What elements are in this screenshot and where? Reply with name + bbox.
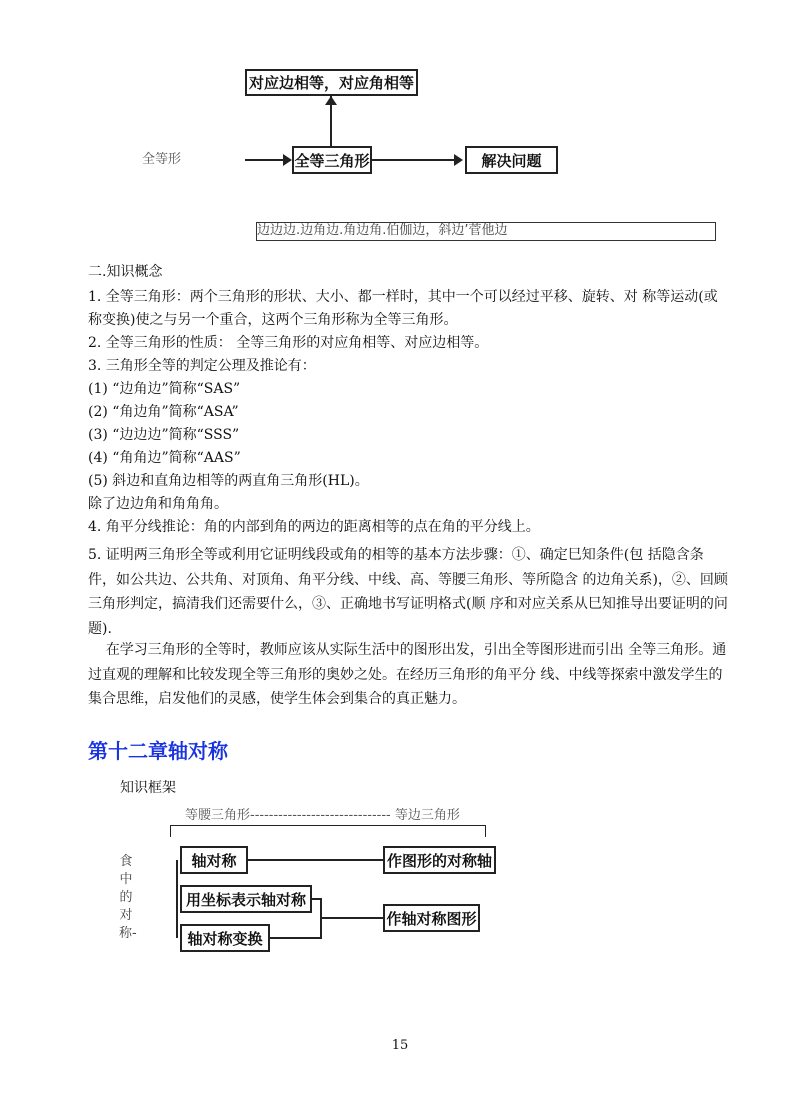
congruent-triangle-box: 全等三角形: [292, 146, 372, 174]
corresponding-equal-box: 对应边相等，对应角相等: [245, 69, 418, 96]
concept-item: 4. 角平分线推论：角的内部到角的两边的距离相等的点在角的平分线上。: [88, 519, 540, 535]
criteria-text: 边边边.边角边.角边角.伯伽边，斜边’菅他边: [257, 223, 508, 238]
symmetry-transform-box: 轴对称变换: [180, 924, 270, 952]
right-arrow-line: [372, 159, 456, 161]
framework-label: 知识框架: [120, 780, 176, 796]
criterion-item: (2) “角边角”简称“ASA”: [88, 404, 239, 420]
criterion-item: (1) “边角边”简称“SAS”: [88, 381, 241, 397]
connector-line: [320, 917, 383, 919]
connector-line: [248, 859, 383, 861]
arrow-right-icon: [283, 154, 292, 166]
arrow-up-icon: [325, 96, 337, 105]
draw-axis-box: 作图形的对称轴: [383, 846, 496, 874]
coordinate-symmetry-box: 用坐标表示轴对称: [180, 885, 312, 913]
connector-line: [176, 860, 178, 938]
top-bracket-left: [170, 825, 171, 837]
congruent-figure-label: 全等形: [142, 152, 182, 167]
connector-line: [270, 937, 322, 939]
isosceles-equilateral-label: 等腰三角形------------------------------ 等边三角形: [185, 808, 460, 823]
chapter-title: 第十二章轴对称: [88, 739, 228, 763]
criterion-item: (4) “角角边”简称“AAS”: [88, 450, 241, 466]
concept-item: 5. 证明两三角形全等或利用它证明线段或角的相等的基本方法步骤：①、确定巳知条件(包 括隐含条件，如公共边、公共角、对顶角、角平分线、中线、高、等腰三角形、等所隐含 的边角关系)，②、回顾三角形判定，搞清我们还需要什么，③、正确地书写证明格式(顺 序和对应关系从巳知推导出要证明的问题).: [88, 547, 728, 637]
concept-item: 3. 三角形全等的判定公理及推论有：: [88, 358, 316, 374]
exclusion-note: 除了边边角和角角角。: [88, 496, 228, 512]
solve-problem-box: 解决问题: [465, 146, 558, 174]
page-number: 15: [391, 1038, 409, 1053]
left-arrow-line: [245, 159, 285, 161]
draw-symmetric-figure-box: 作轴对称图形: [383, 904, 480, 932]
top-bracket-line: [170, 825, 485, 826]
axial-symmetry-box: 轴对称: [180, 846, 248, 874]
arrow-right-icon: [454, 154, 463, 166]
top-bracket-right: [485, 825, 486, 837]
symmetry-side-label: 食中的对称-: [119, 854, 137, 941]
criterion-item: (3) “边边边”简称“SSS”: [88, 427, 240, 443]
section-title: 二.知识概念: [88, 264, 163, 280]
criterion-item: (5) 斜边和直角边相等的两直角三角形(HL)。: [88, 473, 369, 489]
teaching-paragraph: 在学习三角形的全等时，教师应该从实际生活中的图形出发，引出全等图形进而引出 全等三角形。通过直观的理解和比较发现全等三角形的奥妙之处。在经历三角形的角平分 线、中线等探索中激发学生的集合思维，启发他们的灵感，使学生体会到集合的真正魅力。: [88, 642, 727, 707]
concept-item: 2. 全等三角形的性质： 全等三角形的对应角相等、对应边相等。: [88, 335, 489, 351]
concept-item: 1. 全等三角形：两个三角形的形状、大小、都一样时，其中一个可以经过平移、旋转、对 称等运动(或称变换)使之与另一个重合，这两个三角形称为全等三角形。: [88, 289, 718, 328]
